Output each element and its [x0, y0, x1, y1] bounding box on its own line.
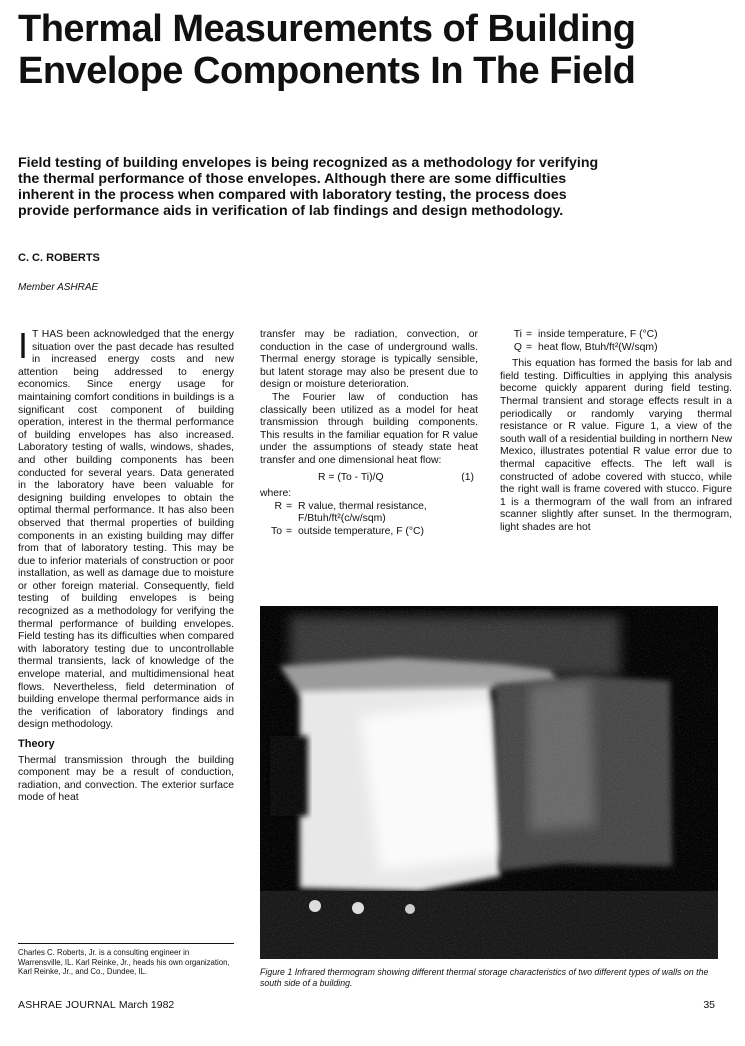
definition-row: R = R value, thermal resistance, F/Btuh/ft²(c/w/sqm): [260, 501, 478, 526]
intro-paragraph: [18, 325, 234, 732]
definition-symbol: R: [274, 500, 282, 512]
drop-cap: I: [18, 325, 29, 366]
definition-symbol: Q: [513, 341, 522, 353]
thermogram-image: [260, 606, 718, 959]
equation-1: [260, 468, 478, 489]
journal-name: ASHRAE JOURNAL: [18, 999, 116, 1011]
author-membership: Member ASHRAE: [18, 282, 99, 293]
col2-paragraph-2: The Fourier law of conduction has classically been utilized as a model for heat transmission through building components. This results in the familiar equation for R value under the assumptions of steady state heat transfer and one dimensional heat flow:: [260, 391, 478, 466]
journal-footer: [18, 999, 174, 1011]
page-number: 35: [703, 999, 715, 1011]
definition-row: To = outside temperature, F (°C): [260, 526, 478, 539]
author-footnote: Charles C. Roberts, Jr. is a consulting engineer in Warrensville, IL. Karl Reinke, Jr., heads his own organization, Karl Reinke, Jr., and Co., Dundee, IL.: [18, 943, 234, 977]
definition-row: Q = heat flow, Btuh/ft²(W/sqm): [500, 342, 732, 355]
definition-text: R value, thermal resistance, F/Btuh/ft²(c/w/sqm): [298, 500, 427, 525]
definition-text: heat flow, Btuh/ft²(W/sqm): [538, 341, 658, 353]
equation-body: R = (To - Ti)/Q: [318, 471, 384, 483]
equation-number: (1): [461, 471, 474, 483]
definition-text: outside temperature, F (°C): [298, 525, 425, 537]
where-label: where:: [260, 488, 292, 500]
article-title: Thermal Measurements of Building Envelope Components In The Field: [18, 8, 636, 92]
definition-row: Ti = inside temperature, F (°C): [500, 329, 732, 342]
author-name: C. C. ROBERTS: [18, 252, 100, 264]
definition-text: inside temperature, F (°C): [538, 329, 658, 340]
col2-paragraph-1: transfer may be radiation, convection, or conduction in the case of underground walls. Thermal energy storage is typically sensible, but latent storage may also be present due to design or moisture deterioration.: [260, 329, 478, 391]
theory-paragraph: Thermal transmission through the building component may be a result of conduction, radiation, and convection. The exterior surface mode of heat: [18, 754, 234, 804]
theory-heading: Theory: [18, 738, 55, 750]
definition-symbol: Ti: [513, 329, 522, 340]
figure-caption: Figure 1 Infrared thermogram showing different thermal storage characteristics of two different types of walls on the south side of a building.: [260, 967, 709, 988]
column-3: [500, 329, 732, 535]
definition-symbol: To: [271, 525, 282, 537]
intro-text: T HAS been acknowledged that the energy situation over the past decade has resulted in increased energy costs and new attention being addressed to energy economics. Since energy usage for maintaining comfort conditions in buildings is a significant cost component of building operation, interest in the thermal performance of building envelopes has also increased. Laboratory testing of walls, windows, shades, and other building components has been conducted for several years. Data generated in the laboratory have been valuable for designing building envelopes to obtain the optimal thermal performance. It has also been observed that thermal properties of building components in an existing building may differ from that of laboratory testing. This may be due to inferior materials of construction or poor installation, as well as damage due to moisture or other foreign material. Consequently, field testing of building envelopes is being recognized as a methodology for verifying the thermal performance of building envelopes. Field testing has its difficulties when compared with laboratory testing due to uncontrollable thermal transients, lack of knowledge of the envelope material, and multidimensional heat flows. Nevertheless, field determination of building envelope thermal performance aids in the verification of laboratory findings and design methodology.: [18, 329, 234, 731]
article-lead: Field testing of building envelopes is being recognized as a methodology for verifying the thermal performance of those envelopes. Although there are some difficulties inherent in the process when compared with laboratory testing, the process does provide performance aids in verification of lab findings and design methodology.: [18, 155, 599, 219]
column-1: [18, 325, 234, 805]
column-2: [260, 329, 478, 539]
thermogram-graphic: [260, 606, 718, 959]
col3-paragraph: This equation has formed the basis for lab and field testing. Difficulties in applying this analysis become quickly apparent during field testing. Thermal transient and storage effects result in a periodically or randomly varying thermal resistance or R value. Figure 1, a view of the south wall of a residential building in northern New Mexico, illustrates potential R value error due to thermal capacitive effects. The left wall is constructed of adobe covered with stucco, while the right wall is frame covered with stucco. Figure 1 is a thermogram of the wall from an infrared scanner slightly after sunset. In the thermogram, light shades are hot: [500, 358, 732, 533]
journal-date: March 1982: [118, 999, 175, 1011]
